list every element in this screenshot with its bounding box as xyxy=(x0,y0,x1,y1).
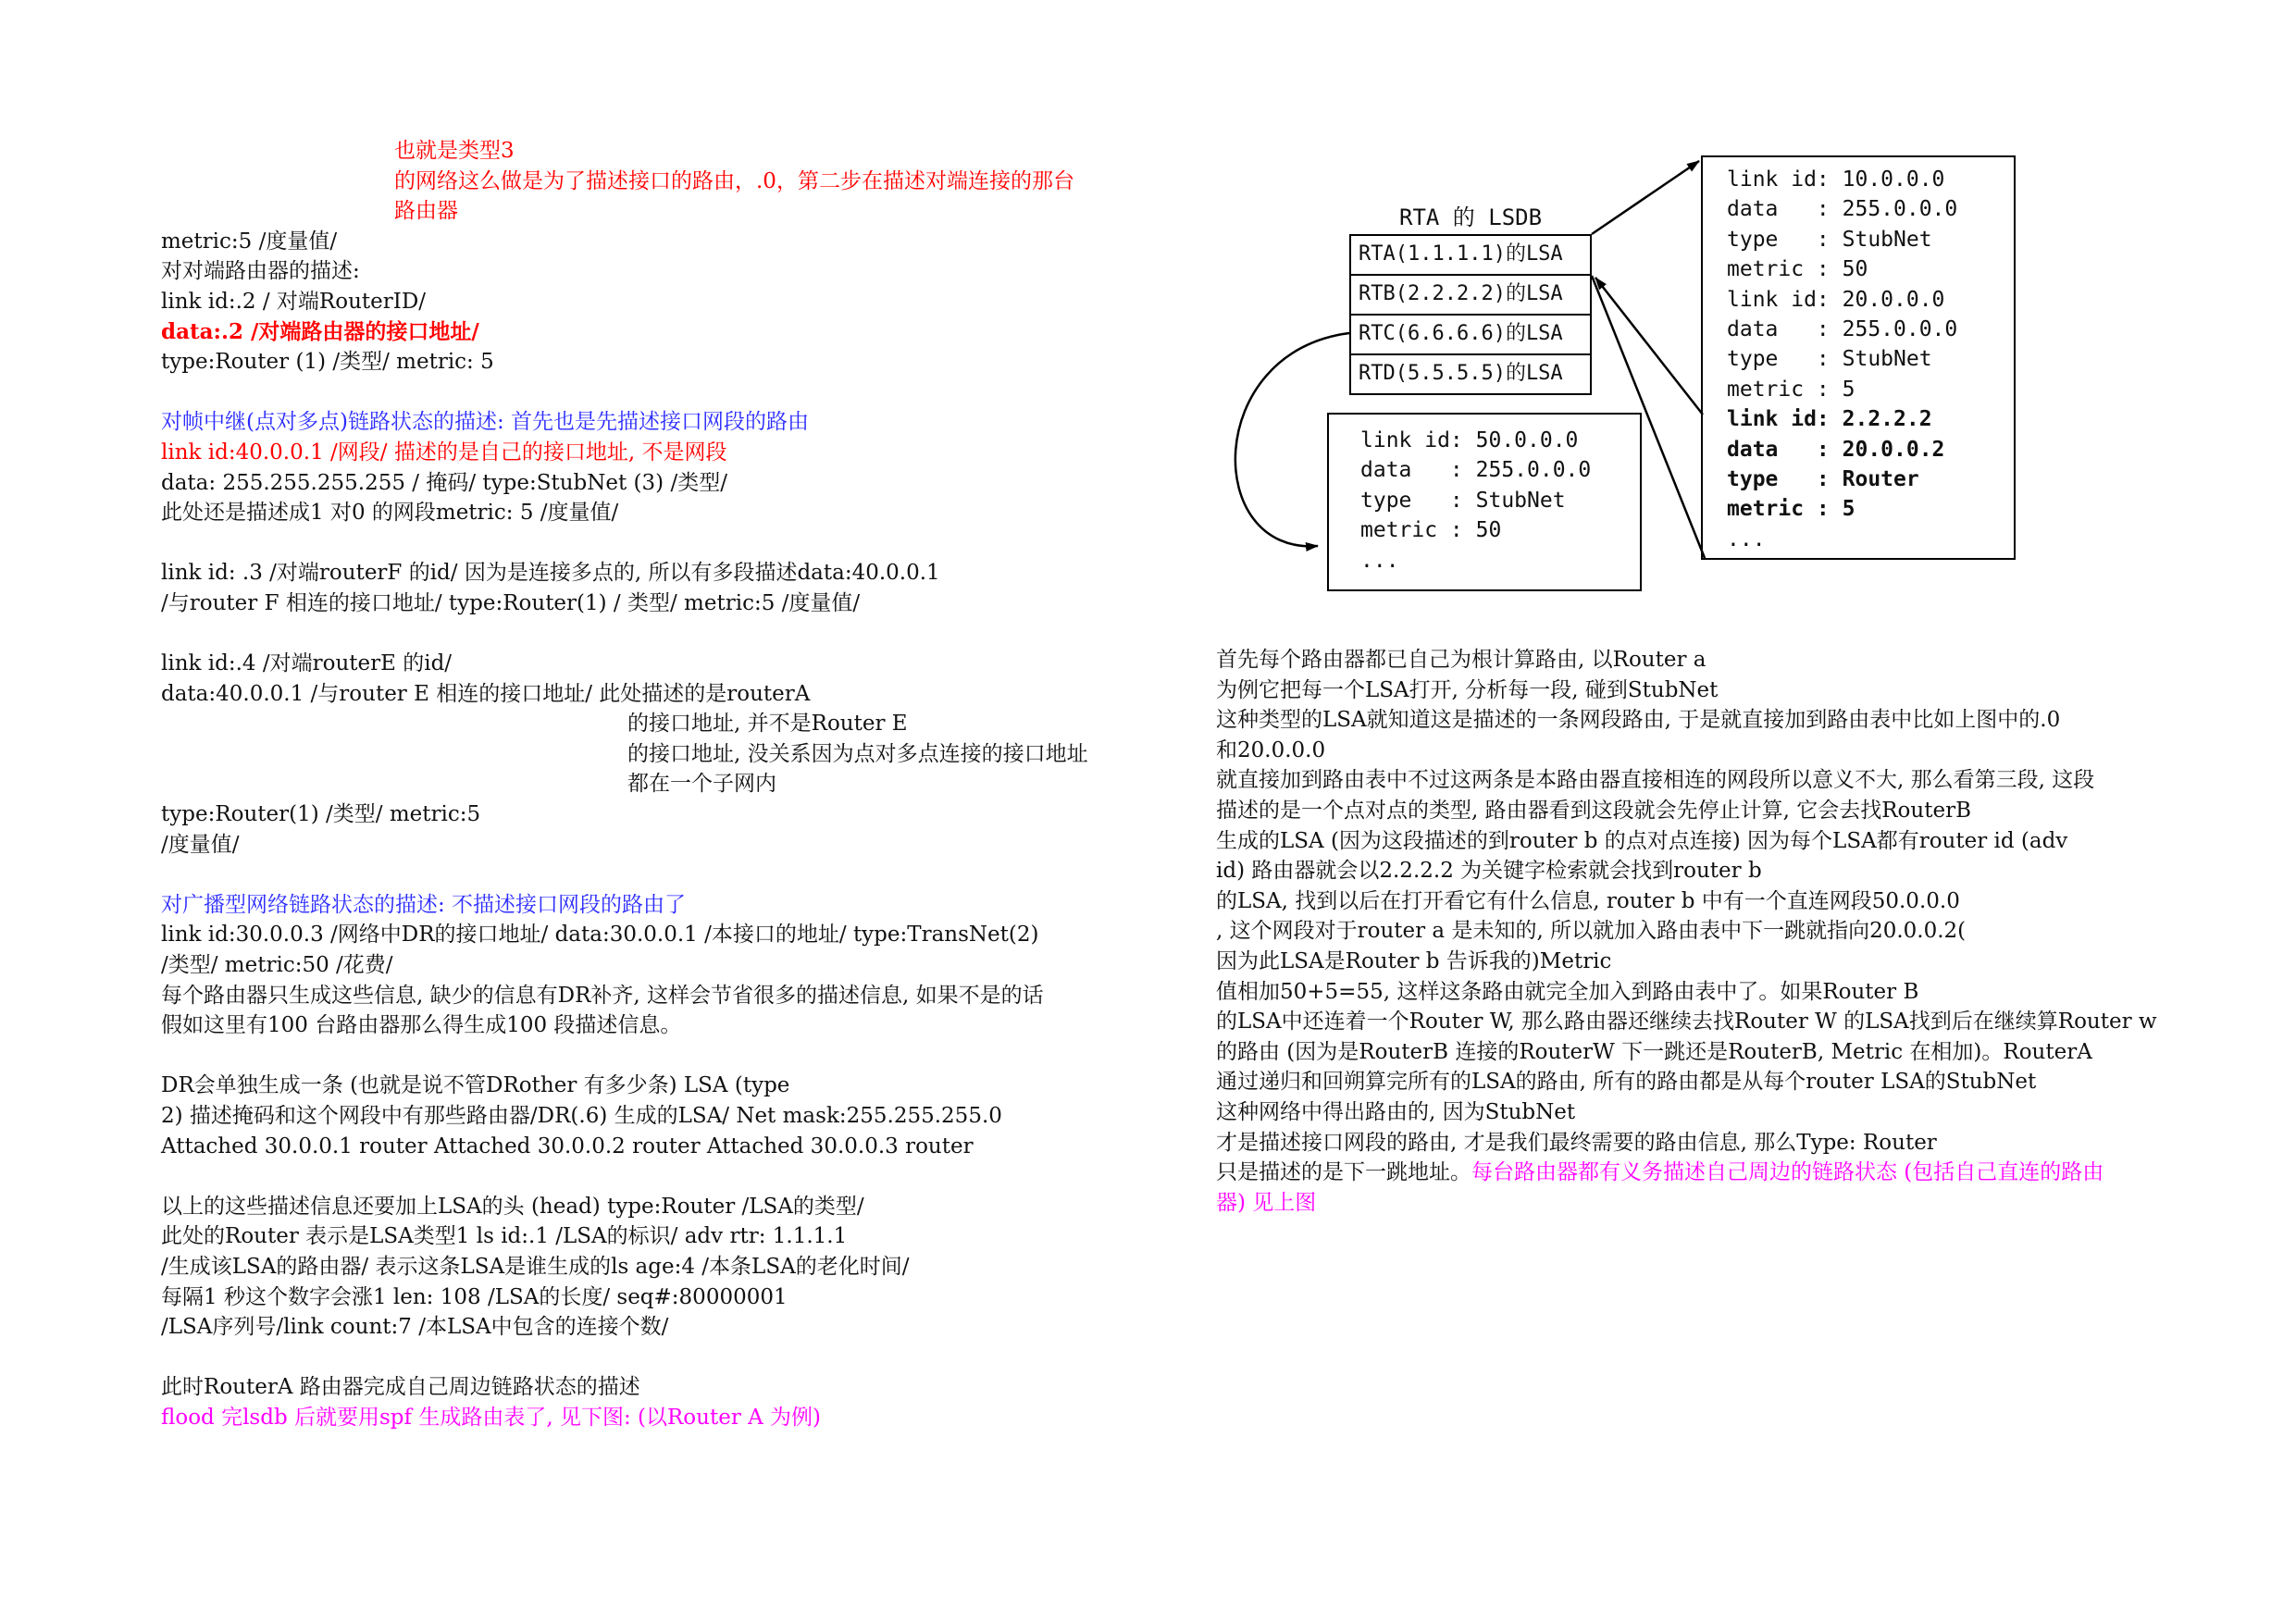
right-line-text: id) 路由器就会以2.2.2.2 为关键字检索就会找到router b xyxy=(1216,859,1762,884)
right-line xyxy=(1216,977,2197,1008)
rta-detail-bold-line: type : Router xyxy=(1727,467,1919,492)
left-line: /生成该LSA的路由器/ 表示这条LSA是谁生成的ls age:4 /本条LSA的老化时间/ xyxy=(161,1254,910,1279)
lsa-row-rtc: RTC(6.6.6.6)的LSA xyxy=(1349,314,1592,355)
rta-detail-line: link id: 10.0.0.0 xyxy=(1727,167,1945,192)
left-column xyxy=(161,136,1170,1433)
left-line xyxy=(161,378,1170,408)
lsa-row-rtd: RTD(5.5.5.5)的LSA xyxy=(1349,353,1592,395)
right-column xyxy=(1216,645,2197,1218)
left-line xyxy=(161,619,1170,650)
left-line: 此时RouterA 路由器完成自己周边链路状态的描述 xyxy=(161,1375,640,1400)
left-line: metric:5 /度量值/ xyxy=(161,229,338,254)
rtb-detail-line: link id: 50.0.0.0 xyxy=(1360,428,1579,452)
right-line-text: 这种类型的LSA就知道这是描述的一条网段路由, 于是就直接加到路由表中比如上图中的.0 xyxy=(1216,708,2061,733)
rtb-detail-line: type : StubNet xyxy=(1360,488,1566,513)
rtb-lsa-detail-box xyxy=(1327,413,1642,591)
right-line-text: 描述的是一个点对点的类型, 路由器看到这段就会先停止计算, 它会去找RouterB xyxy=(1216,798,1971,823)
right-line xyxy=(1216,645,2197,675)
rta-detail-line: data : 255.0.0.0 xyxy=(1727,197,1958,222)
left-line: link id:.2 / 对端RouterID/ xyxy=(161,289,427,314)
left-line xyxy=(161,860,1170,890)
left-line: Attached 30.0.0.1 router Attached 30.0.0.2 router Attached 30.0.0.3 router xyxy=(161,1134,974,1158)
rta-detail-line: metric : 50 xyxy=(1727,257,1868,282)
left-line: data:.2 /对端路由器的接口地址/ xyxy=(161,318,479,344)
right-line xyxy=(1216,826,2197,857)
left-line: data:40.0.0.1 /与router E 相连的接口地址/ 此处描述的是routerA xyxy=(161,681,811,706)
right-line xyxy=(1216,1188,2197,1219)
right-line-text: 的路由 (因为是RouterB 连接的RouterW 下一跳还是RouterB, Metric 在相加)。RouterA xyxy=(1216,1039,2092,1064)
left-line: type:Router(1) /类型/ metric:5 xyxy=(161,802,481,827)
right-line-text: 的LSA, 找到以后在打开看它有什么信息, router b 中有一个直连网段50.0.0.0 xyxy=(1216,888,1960,913)
left-line: 此处还是描述成1 对0 的网段metric: 5 /度量值/ xyxy=(161,501,619,526)
left-line xyxy=(161,1161,1170,1192)
right-line-text: 只是描述的是下一跳地址。 xyxy=(1216,1160,1471,1185)
left-line xyxy=(161,1041,1170,1072)
rta-detail-line: link id: 20.0.0.0 xyxy=(1727,287,1945,312)
right-line xyxy=(1216,796,2197,826)
left-line: 都在一个子网内 xyxy=(627,772,776,797)
rta-detail-line: metric : 5 xyxy=(1727,377,1855,402)
right-line-highlight: 每台路由器都有义务描述自己周边的链路状态 (包括自己直连的路由 xyxy=(1471,1160,2104,1185)
left-line xyxy=(161,1343,1170,1373)
left-line: /与router F 相连的接口地址/ type:Router(1) / 类型/ metric:5 /度量值/ xyxy=(161,590,861,615)
left-line: 的网络这么做是为了描述接口的路由，.0，第二步在描述对端连接的那台 xyxy=(394,168,1074,193)
right-line-text: 就直接加到路由表中不过这两条是本路由器直接相连的网段所以意义不大, 那么看第三段, 这段 xyxy=(1216,768,2095,793)
rta-detail-line: data : 255.0.0.0 xyxy=(1727,317,1958,342)
left-line: /度量值/ xyxy=(161,832,240,857)
left-line: 的接口地址, 并不是Router E xyxy=(627,712,908,737)
left-line: data: 255.255.255.255 / 掩码/ type:StubNet (3) /类型/ xyxy=(161,470,727,495)
right-line xyxy=(1216,1007,2197,1037)
left-line xyxy=(161,528,1170,559)
right-line xyxy=(1216,736,2197,766)
right-line-text: 值相加50+5=55, 这样这条路由就完全加入到路由表中了。如果Router B xyxy=(1216,979,1919,1004)
right-line xyxy=(1216,856,2197,886)
right-line-text: 的LSA中还连着一个Router W, 那么路由器还继续去找Router W 的LSA找到后在继续算Router w xyxy=(1216,1010,2157,1035)
right-line xyxy=(1216,916,2197,947)
left-line: 也就是类型3 xyxy=(394,139,515,163)
left-line: 每隔1 秒这个数字会涨1 len: 108 /LSA的长度/ seq#:80000001 xyxy=(161,1284,788,1309)
left-line: 每个路由器只生成这些信息, 缺少的信息有DR补齐, 这样会节省很多的描述信息, 如果不是的话 xyxy=(161,983,1044,1008)
arrow-bold-to-rtb xyxy=(1595,278,1703,415)
left-line: 假如这里有100 台路由器那么得生成100 段描述信息。 xyxy=(161,1013,682,1038)
left-line: 对对端路由器的描述: xyxy=(161,259,360,284)
lsa-row-rtb: RTB(2.2.2.2)的LSA xyxy=(1349,274,1592,316)
left-line: 此处的Router 表示是LSA类型1 ls id:.1 /LSA的标识/ adv rtr: 1.1.1.1 xyxy=(161,1224,848,1249)
right-line-text: , 这个网段对于router a 是未知的, 所以就加入路由表中下一跳就指向20.0.0.2( xyxy=(1216,919,1967,944)
left-line: link id:.4 /对端routerE 的id/ xyxy=(161,651,453,676)
lsa-row-rta: RTA(1.1.1.1)的LSA xyxy=(1349,234,1592,276)
left-line: /类型/ metric:50 /花费/ xyxy=(161,953,393,978)
left-line: link id:30.0.0.3 /网络中DR的接口地址/ data:30.0.0.1 /本接口的地址/ type:TransNet(2) xyxy=(161,923,1039,948)
rta-detail-bold-line: data : 20.0.0.2 xyxy=(1727,437,1945,462)
lsdb-title: RTA 的 LSDB xyxy=(1399,204,1543,230)
right-line xyxy=(1216,675,2197,706)
left-line: flood 完lsdb 后就要用spf 生成路由表了, 见下图: (以Router A 为例) xyxy=(161,1405,822,1430)
right-line xyxy=(1216,1037,2197,1068)
arrow-rta-to-detail xyxy=(1592,161,1699,234)
right-line-text: 器) 见上图 xyxy=(1216,1190,1317,1215)
rta-detail-ellipsis: ... xyxy=(1727,527,1766,551)
right-line xyxy=(1216,947,2197,977)
right-line-text: 这种网络中得出路由的, 因为StubNet xyxy=(1216,1099,1576,1124)
rta-detail-bold-line: link id: 2.2.2.2 xyxy=(1727,407,1932,432)
right-line xyxy=(1216,1128,2197,1158)
right-line-text: 才是描述接口网段的路由, 才是我们最终需要的路由信息, 那么Type: Router xyxy=(1216,1130,1937,1155)
rta-detail-bold-line: metric : 5 xyxy=(1727,497,1855,522)
left-line: 的接口地址, 没关系因为点对多点连接的接口地址 xyxy=(627,741,1088,766)
right-line-text: 因为此LSA是Router b 告诉我的)Metric xyxy=(1216,948,1612,973)
left-line: 2) 描述掩码和这个网段中有那些路由器/DR(.6) 生成的LSA/ Net mask:255.255.255.0 xyxy=(161,1104,1002,1128)
right-line-text: 首先每个路由器都已自己为根计算路由, 以Router a xyxy=(1216,648,1706,672)
right-line-text: 通过递归和回朔算完所有的LSA的路由, 所有的路由都是从每个router LSA的StubNet xyxy=(1216,1070,2037,1095)
right-line-text: 生成的LSA (因为这段描述的到router b 的点对点连接) 因为每个LSA都有router id (adv xyxy=(1216,828,2068,853)
left-line: link id: .3 /对端routerF 的id/ 因为是连接多点的, 所以有多段描述data:40.0.0.1 xyxy=(161,561,940,586)
left-line: link id:40.0.0.1 /网段/ 描述的是自己的接口地址, 不是网段 xyxy=(161,440,727,465)
left-line: /LSA序列号/link count:7 /本LSA中包含的连接个数/ xyxy=(161,1315,669,1340)
right-line xyxy=(1216,886,2197,917)
left-line: 以上的这些描述信息还要加上LSA的头 (head) type:Router /LSA的类型/ xyxy=(161,1194,864,1219)
right-line xyxy=(1216,765,2197,796)
right-line-text: 为例它把每一个LSA打开, 分析每一段, 碰到StubNet xyxy=(1216,677,1719,702)
left-line: DR会单独生成一条 (也就是说不管DRother 有多少条) LSA (type xyxy=(161,1073,790,1098)
left-line: type:Router (1) /类型/ metric: 5 xyxy=(161,350,494,375)
right-line xyxy=(1216,1067,2197,1097)
rta-detail-line: type : StubNet xyxy=(1727,347,1932,372)
rta-detail-line: type : StubNet xyxy=(1727,227,1932,252)
rtb-detail-line: data : 255.0.0.0 xyxy=(1360,458,1592,483)
right-line-text: 和20.0.0.0 xyxy=(1216,737,1326,762)
left-line: 路由器 xyxy=(394,199,458,224)
rtb-detail-line: metric : 50 xyxy=(1360,518,1502,543)
left-line: 对帧中继(点对多点)链路状态的描述: 首先也是先描述接口网段的路由 xyxy=(161,410,810,435)
right-line xyxy=(1216,705,2197,736)
rta-lsa-detail-box xyxy=(1701,155,2016,560)
left-line: 对广播型网络链路状态的描述: 不描述接口网段的路由了 xyxy=(161,892,687,917)
right-line xyxy=(1216,1097,2197,1128)
right-line xyxy=(1216,1158,2197,1188)
rtb-detail-line: ... xyxy=(1360,548,1399,573)
